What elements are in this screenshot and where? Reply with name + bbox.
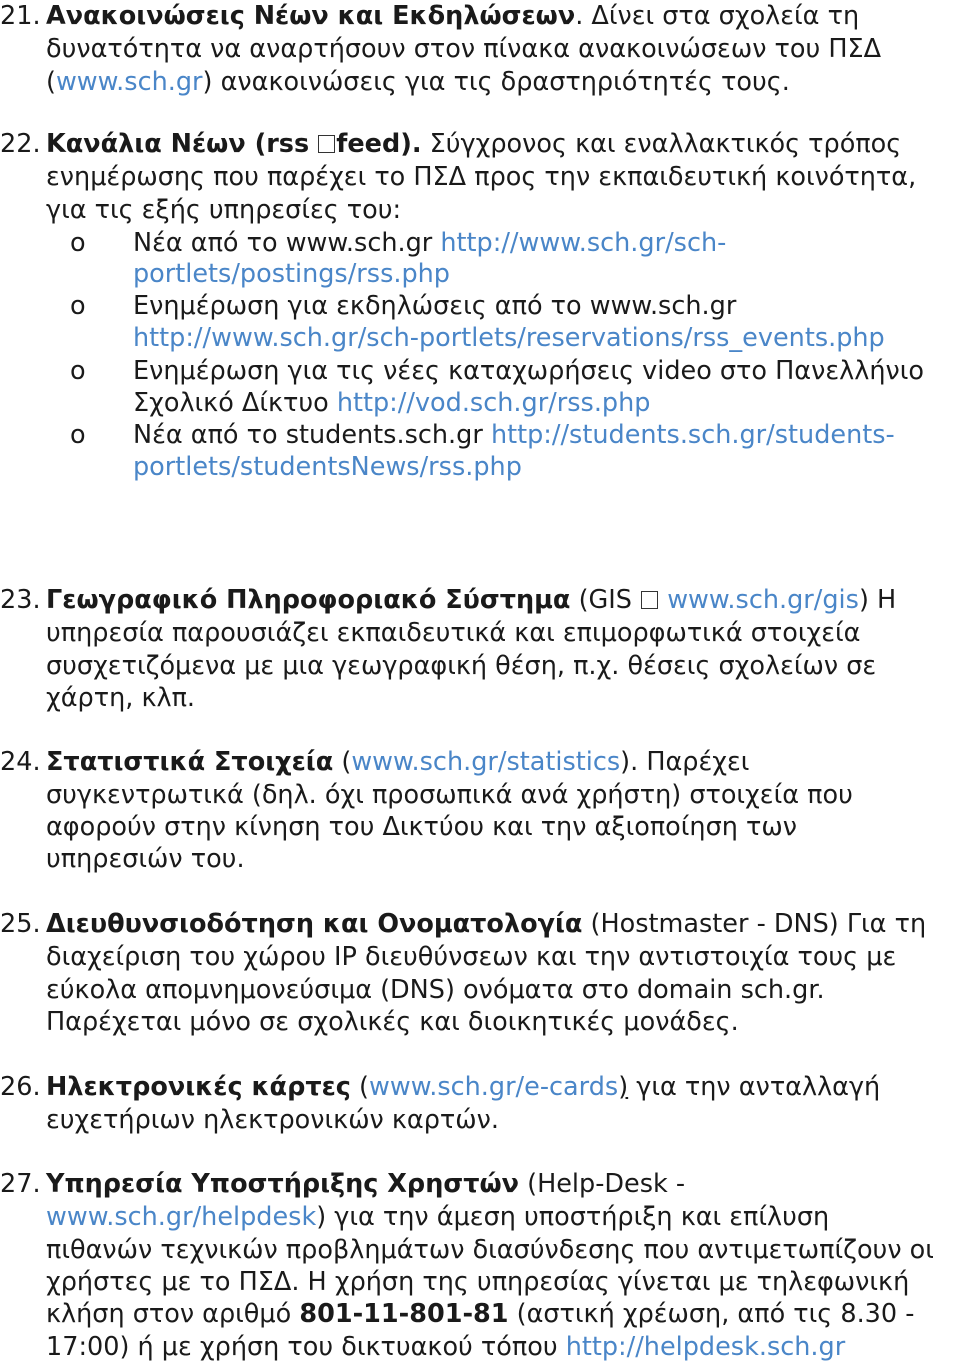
link-helpdesk-site[interactable]: http://helpdesk.sch.gr	[565, 1332, 846, 1362]
item-title: Ηλεκτρονικές κάρτες	[46, 1072, 351, 1102]
link-statistics[interactable]: www.sch.gr/statistics	[351, 747, 621, 777]
bullet-item	[70, 355, 86, 387]
item-27-line-2: www.sch.gr/helpdesk) για την άμεση υποστήριξη και επίλυση	[46, 1202, 830, 1232]
item-25-line-2: διαχείριση του χώρου IP διευθύνσεων και την αντιστοιχία τους με	[46, 942, 897, 972]
item-27-line-5: κλήση στον αριθμό 801-11-801-81 (αστική χρέωση, από τις 8.30 -	[46, 1299, 915, 1329]
item-title: Γεωγραφικό Πληροφοριακό Σύστημα	[46, 585, 571, 615]
link-events-rss[interactable]: http://www.sch.gr/sch-portlets/reservations/rss_events.php	[133, 323, 885, 353]
item-22-line-3: για τις εξής υπηρεσίες του:	[46, 195, 402, 225]
bullet-3-line-2: Σχολικό Δίκτυο http://vod.sch.gr/rss.php	[133, 388, 651, 418]
item-number: 25.	[0, 909, 41, 939]
item-number: 23.	[0, 585, 41, 615]
link-vod-rss[interactable]: http://vod.sch.gr/rss.php	[336, 388, 651, 418]
item-23-line-4: χάρτη, κλπ.	[46, 683, 196, 713]
item-24-line-1: 24. Στατιστικά Στοιχεία (www.sch.gr/statistics). Παρέχει	[0, 747, 750, 777]
helpdesk-phone-number: 801-11-801-81	[299, 1299, 509, 1329]
item-23-line-2: υπηρεσία παρουσιάζει εκπαιδευτικά και επιμορφωτικά στοιχεία	[46, 618, 861, 648]
bullet-2-line-1: Ενημέρωση για εκδηλώσεις από το www.sch.gr	[133, 291, 737, 321]
item-24-line-2: συγκεντρωτικά (δηλ. όχι προσωπικά ανά χρήστη) στοιχεία που	[46, 780, 853, 810]
link-helpdesk[interactable]: www.sch.gr/helpdesk	[46, 1202, 317, 1232]
item-26-line-1: 26. Ηλεκτρονικές κάρτες (www.sch.gr/e-cards) για την ανταλλαγή	[0, 1072, 881, 1102]
bullet-item	[70, 290, 86, 322]
item-21-line-3: (www.sch.gr) ανακοινώσεις για τις δραστηριότητές τους.	[46, 67, 790, 97]
bullet-icon: o	[70, 356, 86, 386]
item-25-line-4: Παρέχεται μόνο σε σχολικές και διοικητικές μονάδες.	[46, 1007, 739, 1037]
item-27-line-1: 27. Υπηρεσία Υποστήριξης Χρηστών (Help-Desk -	[0, 1169, 686, 1199]
item-number: 27.	[0, 1169, 41, 1199]
item-title: Κανάλια Νέων (rss	[46, 129, 310, 159]
item-23-line-1: 23. Γεωγραφικό Πληροφοριακό Σύστημα (GIS www.sch.gr/gis) Η	[0, 585, 897, 615]
bullet-icon: o	[70, 420, 86, 450]
item-27-line-6: 17:00) ή με χρήση του δικτυακού τόπου http://helpdesk.sch.gr	[46, 1332, 846, 1362]
bullet-3-line-1: Ενημέρωση για τις νέες καταχωρήσεις video στο Πανελλήνιο	[133, 356, 924, 386]
link-e-cards[interactable]: www.sch.gr/e-cards	[368, 1072, 619, 1102]
bullet-2-line-2	[133, 322, 885, 354]
item-22-line-1: 22. Κανάλια Νέων (rss feed). Σύγχρονος και εναλλακτικός τρόπος	[0, 129, 902, 159]
bullet-icon: o	[70, 291, 86, 321]
item-title: Υπηρεσία Υποστήριξης Χρηστών	[46, 1169, 520, 1199]
item-24-line-4: υπηρεσιών του.	[46, 844, 245, 874]
bullet-1-line-1: Νέα από το www.sch.gr http://www.sch.gr/sch-	[133, 228, 727, 258]
item-25-line-1: 25. Διευθυνσιοδότηση και Ονοματολογία (Hostmaster - DNS) Για τη	[0, 909, 927, 939]
item-22-line-2: ενημέρωσης που παρέχει το ΠΣΔ προς την εκπαιδευτική κοινότητα,	[46, 162, 917, 192]
link-postings-rss-cont[interactable]: portlets/postings/rss.php	[133, 259, 450, 289]
link-postings-rss[interactable]: http://www.sch.gr/sch-	[440, 228, 727, 258]
missing-glyph-box-icon	[318, 135, 335, 153]
item-21-line-2: δυνατότητα να αναρτήσουν στον πίνακα ανακοινώσεων του ΠΣΔ	[46, 34, 882, 64]
item-21-line-1: 21. Ανακοινώσεις Νέων και Εκδηλώσεων. Δίνει στα σχολεία τη	[0, 1, 860, 31]
item-number: 22.	[0, 129, 41, 159]
item-27-line-3: πιθανών τεχνικών προβλημάτων διασύνδεσης που αντιμετωπίζουν οι	[46, 1235, 934, 1265]
item-24-line-3: αφορούν στην κίνηση του Δικτύου και την αξιοποίηση των	[46, 812, 797, 842]
bullet-4-line-2	[133, 451, 522, 483]
item-number: 21.	[0, 1, 41, 31]
link-www-sch-gr[interactable]: www.sch.gr	[55, 67, 203, 97]
item-27-line-4: χρήστες με το ΠΣΔ. Η χρήση της υπηρεσίας γίνεται με τηλεφωνική	[46, 1267, 910, 1297]
item-26-line-2: ευχετήριων ηλεκτρονικών καρτών.	[46, 1105, 499, 1135]
item-23-line-3: συσχετιζόμενα με μια γεωγραφική θέση, π.χ. θέσεις σχολείων σε	[46, 651, 877, 681]
missing-glyph-box-icon	[641, 591, 658, 609]
bullet-4-line-1: Νέα από το students.sch.gr http://students.sch.gr/students-	[133, 420, 895, 450]
item-title: Ανακοινώσεις Νέων και Εκδηλώσεων	[46, 1, 576, 31]
link-gis[interactable]: www.sch.gr/gis	[667, 585, 859, 615]
item-number: 26.	[0, 1072, 41, 1102]
item-text: Δίνει στα σχολεία τη	[591, 1, 860, 31]
item-title: Στατιστικά Στοιχεία	[46, 747, 334, 777]
link-students-rss-cont[interactable]: portlets/studentsNews/rss.php	[133, 452, 522, 482]
bullet-item	[70, 419, 86, 451]
bullet-1-line-2	[133, 258, 450, 290]
bullet-item	[70, 227, 86, 259]
item-title: Διευθυνσιοδότηση και Ονοματολογία	[46, 909, 583, 939]
item-25-line-3: εύκολα απομνημονεύσιμα (DNS) ονόματα στο domain sch.gr.	[46, 975, 825, 1005]
item-number: 24.	[0, 747, 41, 777]
link-students-rss[interactable]: http://students.sch.gr/students-	[490, 420, 895, 450]
bullet-icon: o	[70, 228, 86, 258]
